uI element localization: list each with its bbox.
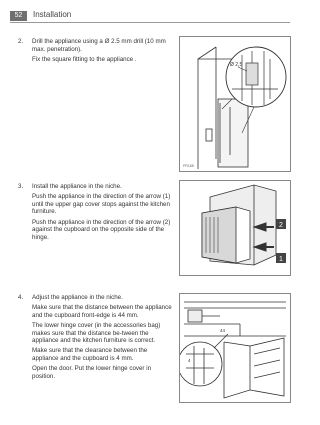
drill-illustration <box>179 36 291 172</box>
step-paragraph: Push the appliance in the direction of the arrow (1) until the upper gap cover stops against the kitchen furniture. <box>32 193 171 216</box>
step-number: 4. <box>18 294 24 301</box>
figure-code: PR188 <box>183 164 194 168</box>
step-paragraph: Fix the square fitting to the appliance . <box>32 55 137 63</box>
step-number: 3. <box>18 183 24 190</box>
dimension-4-label: 4 <box>188 358 191 363</box>
step-paragraph: The lower hinge cover (in the accessories bag) makes sure that the distance be-tween the appliance and the kitchen furniture is correct. <box>32 321 161 345</box>
step-paragraph: Install the appliance in the niche. <box>32 183 122 190</box>
step-paragraph: Make sure that the clearance between the appliance and the cupboard is 4 mm. <box>32 347 148 362</box>
instruction-step-3 <box>18 183 173 244</box>
step-paragraph: Push the appliance in the direction of the arrow (2) against the cupboard on the opposite side of the hinge. <box>32 218 171 241</box>
header-divider <box>10 22 290 23</box>
step-paragraph: Adjust the appliance in the niche. <box>32 294 123 301</box>
step-paragraph: Drill the appliance using a Ø 2.5 mm drill (10 mm max. penetration). <box>32 38 166 53</box>
push-appliance-illustration <box>179 180 291 276</box>
step-number: 2. <box>18 38 24 45</box>
arrow-1-label: 1 <box>279 256 283 263</box>
page-header <box>0 0 300 22</box>
drill-size-label: Ø 2,5 <box>230 62 243 68</box>
instruction-step-2 <box>18 38 173 66</box>
page-number: 52 <box>10 11 27 21</box>
instruction-step-4 <box>18 294 173 383</box>
step-paragraph: Make sure that the distance between the appliance and the cupboard front-edge is 44 mm. <box>32 304 172 319</box>
section-title: Installation <box>33 10 72 19</box>
step-paragraph: Open the door. Put the lower hinge cover in position. <box>32 365 152 380</box>
dimension-44-label: 44 <box>220 328 226 333</box>
adjust-niche-illustration <box>179 293 291 403</box>
arrow-2-label: 2 <box>279 222 283 229</box>
